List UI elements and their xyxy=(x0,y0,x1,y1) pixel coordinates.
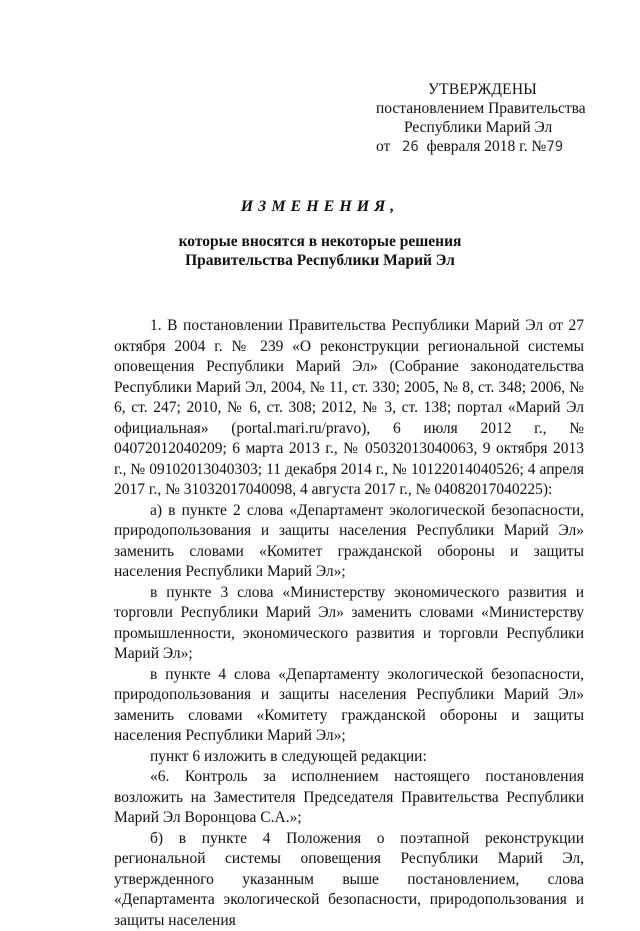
paragraph-7: б) в пункте 4 Положения о поэтапной реконструкции региональной системы оповещения Республики Марий Эл, утвержденного указанным выше постановлением, слова «Департамента экологической безопасности, природопользования и защиты населения xyxy=(114,829,584,931)
paragraph-5: пункт 6 изложить в следующей редакции: xyxy=(114,747,584,768)
document-title: ИЗМЕНЕНИЯ, xyxy=(0,198,640,216)
approval-republic: Республики Марий Эл xyxy=(376,118,586,137)
approval-month-year: февраля 2018 г. № xyxy=(427,138,547,155)
document-body xyxy=(114,316,584,931)
approval-by-resolution: постановлением Правительства xyxy=(376,99,586,118)
paragraph-2: а) в пункте 2 слова «Департамент экологической безопасности, природопользования и защиты населения Республики Марий Эл» заменить словами «Комитет гражданской обороны и защиты населения Республики Марий Эл»; xyxy=(114,501,584,583)
approval-heading: УТВЕРЖДЕНЫ xyxy=(376,80,586,99)
paragraph-3: в пункте 3 слова «Министерству экономического развития и торговли Республики Марий Эл» заменить словами «Министерству промышленности, экономического развития и торговли Республики Марий Эл»; xyxy=(114,583,584,665)
paragraph-4: в пункте 4 слова «Департаменту экологической безопасности, природопользования и защиты населения Республики Марий Эл» заменить словами «Комитету гражданской обороны и защиты населения Республики Марий Эл»; xyxy=(114,665,584,747)
approval-date-line xyxy=(376,137,586,157)
approval-day: 26 xyxy=(402,139,419,155)
subtitle-line-1: которые вносятся в некоторые решения xyxy=(0,232,640,251)
subtitle-line-2: Правительства Республики Марий Эл xyxy=(0,251,640,270)
approval-date-prefix: от xyxy=(376,138,390,155)
paragraph-1: 1. В постановлении Правительства Республики Марий Эл от 27 октября 2004 г. № 239 «О реконструкции региональной системы оповещения Республики Марий Эл» (Собрание законодательства Республики Марий Эл, 2004, № 11, ст. 330; 2005, № 8, ст. 348; 2006, № 6, ст. 247; 2010, № 6, ст. 308; 2012, № 3, ст. 138; портал «Марий Эл официальная» (portal.mari.ru/pravo), 6 июля 2012 г., № 04072012040209; 6 марта 2013 г., № 05032013040063, 9 октября 2013 г., № 09102013040303; 11 декабря 2014 г., № 10122014040526; 4 апреля 2017 г., № 31032017040098, 4 августа 2017 г., № 04082017040225): xyxy=(114,316,584,501)
approval-number: 79 xyxy=(546,139,563,155)
paragraph-6: «6. Контроль за исполнением настоящего постановления возложить на Заместителя Председателя Правительства Республики Марий Эл Воронцова С.А.»; xyxy=(114,767,584,829)
approval-stamp xyxy=(376,80,586,157)
document-subtitle xyxy=(0,232,640,270)
